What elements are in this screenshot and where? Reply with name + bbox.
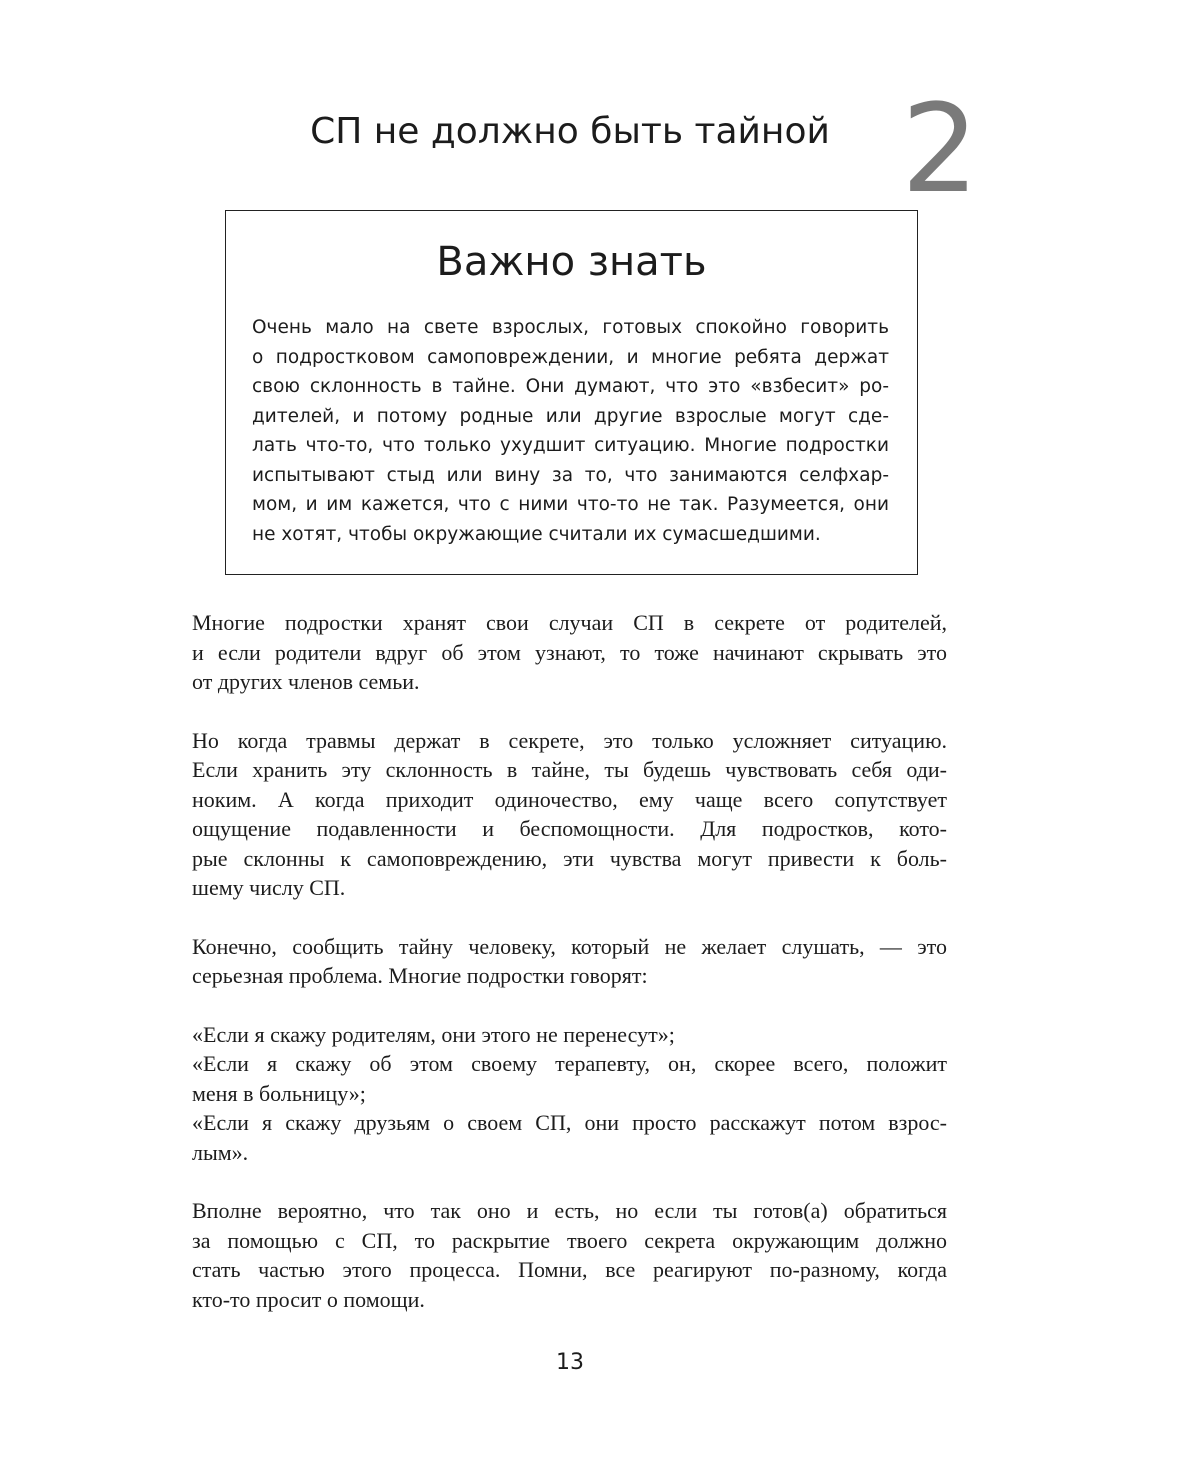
text-line: Если хранить эту склонность в тайне, ты будешь чувствовать себя оди- [192, 757, 947, 782]
text-line: и если родители вдруг об этом узнают, то тоже начинают скрывать это [192, 639, 947, 665]
paragraph [192, 1196, 947, 1314]
page-number: 13 [556, 1350, 584, 1375]
callout-line: мом, и им кажется, что с ними что-то не так. Разумеется, они [252, 494, 889, 515]
callout-line: не хотят, чтобы окружающие считали их сумасшедшими. [252, 523, 821, 545]
callout-text [252, 313, 889, 549]
callout-line: Очень мало на свете взрослых, готовых спокойно говорить [252, 317, 889, 338]
callout-line: дителей, и потому родные или другие взрослые могут сде- [252, 405, 889, 427]
paragraph [192, 932, 947, 991]
quote-line: лым». [192, 1139, 249, 1165]
chapter-title: СП не должно быть тайной [310, 111, 830, 152]
text-line: Конечно, сообщить тайну человеку, который не желает слушать, — это [192, 933, 947, 959]
text-line: ноким. А когда приходит одиночество, ему чаще всего сопутствует [192, 786, 947, 812]
text-line: кто-то просит о помощи. [192, 1286, 425, 1312]
text-line: за помощью с СП, то раскрытие твоего секрета окружающим должно [192, 1227, 947, 1253]
callout-line: свою склонность в тайне. Они думают, что это «взбесит» ро- [252, 376, 889, 397]
quote-line: «Если я скажу друзьям о своем СП, они просто расскажут потом взрос- [192, 1110, 947, 1135]
body-text [192, 608, 947, 1343]
paragraph [192, 608, 947, 697]
paragraph [192, 726, 947, 903]
text-line: Но когда травмы держат в секрете, это только усложняет ситуацию. [192, 727, 947, 753]
text-line: серьезная проблема. Многие подростки говорят: [192, 963, 648, 988]
quote-line: «Если я скажу об этом своему терапевту, он, скорее всего, положит [192, 1051, 947, 1076]
text-line: рые склонны к самоповреждению, эти чувства могут привести к боль- [192, 845, 947, 871]
text-line: ощущение подавленности и беспомощности. Для подростков, кото- [192, 816, 947, 841]
text-line: от других членов семьи. [192, 669, 420, 694]
callout-line: испытывают стыд или вину за то, что занимаются селфхар- [252, 464, 889, 486]
callout-line: о подростковом самоповреждении, и многие ребята держат [252, 346, 889, 368]
important-callout-box [225, 210, 918, 575]
text-line: стать частью этого процесса. Помни, все реагируют по-разному, когда [192, 1257, 947, 1282]
callout-heading: Важно знать [436, 239, 707, 285]
callout-line: лать что-то, что только ухудшит ситуацию. Многие подростки [252, 435, 889, 456]
quotes-paragraph [192, 1020, 947, 1168]
text-line: Вполне вероятно, что так оно и есть, но если ты готов(а) обратиться [192, 1198, 947, 1223]
quote-line: меня в больницу»; [192, 1080, 366, 1106]
quote-line: «Если я скажу родителям, они этого не перенесут»; [192, 1021, 675, 1047]
text-line: Многие подростки хранят свои случаи СП в секрете от родителей, [192, 610, 947, 635]
text-line: шему числу СП. [192, 875, 346, 900]
chapter-number: 2 [901, 78, 979, 220]
